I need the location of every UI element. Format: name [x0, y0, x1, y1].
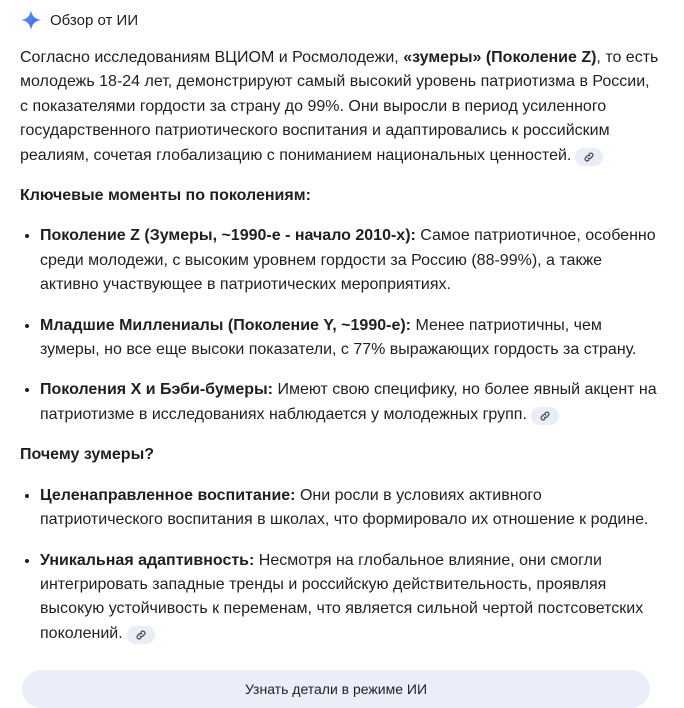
link-icon: [539, 410, 551, 422]
list-item: [40, 378, 660, 427]
section-heading-why-zoomers: Почему зумеры?: [20, 446, 155, 464]
list-item: [40, 484, 660, 533]
source-link-chip[interactable]: [127, 626, 155, 644]
list-item-title: Младшие Миллениалы (Поколение Y, ~1990-е):: [40, 316, 411, 334]
list-item: [40, 549, 660, 647]
intro-text-end: , то есть молодежь 18-24 лет, демонстрируют самый высокий уровень патриотизма в России, с показателями гордости за страну до 99%. Они выросли в период усиленного государственного патриотического воспитания и адаптировались к российским реалиям, сочетая глобализацию с пониманием национальных ценностей.: [20, 49, 659, 164]
section-heading-generations: Ключевые моменты по поколениям:: [20, 187, 311, 205]
intro-text-start: Согласно исследованиям ВЦИОМ и Росмолодежи,: [20, 49, 404, 66]
source-link-chip[interactable]: [575, 148, 603, 166]
list-item-title: Уникальная адаптивность:: [40, 551, 255, 569]
reasons-list: [20, 484, 660, 646]
generations-list: [20, 224, 660, 427]
list-item-title: Целенаправленное воспитание:: [40, 486, 296, 504]
link-icon: [583, 151, 595, 163]
list-item-text: Самое патриотичное, особенно среди молодежи, с высоким уровнем гордости за Россию (88-99%), а также активно участвующее в патриотических мероприятиях.: [40, 227, 656, 294]
ai-overview-content: [20, 46, 660, 662]
list-item-text: Несмотря на глобальное влияние, они смогли интегрировать западные тренды и российскую действительность, проявляя высокую устойчивость к переменам, что является сильной чертой постсоветских поколений.: [40, 551, 644, 642]
ai-spark-icon: [20, 9, 42, 31]
list-item: [40, 224, 660, 297]
list-item: [40, 314, 660, 363]
ai-overview-title: Обзор от ИИ: [50, 11, 139, 29]
list-item-text: Они росли в условиях активного патриотического воспитания в школах, что формировало их отношение к родине.: [40, 486, 649, 529]
link-icon: [135, 629, 147, 641]
list-item-text: Имеют свою специфику, но более явный акцент на патриотизме в исследованиях наблюдается у молодежных групп.: [40, 381, 657, 423]
list-item-title: Поколения X и Бэби-бумеры:: [40, 381, 274, 399]
ai-overview-header: [20, 8, 138, 32]
ai-mode-details-button[interactable]: Узнать детали в режиме ИИ: [22, 670, 650, 708]
list-item-text: Менее патриотичны, чем зумеры, но все еще высоки показатели, с 77% выражающих гордость за страну.: [40, 316, 637, 359]
intro-bold-term: «зумеры» (Поколение Z): [403, 49, 597, 66]
source-link-chip[interactable]: [531, 407, 559, 425]
intro-paragraph: [20, 46, 660, 168]
list-item-title: Поколение Z (Зумеры, ~1990-е - начало 2010-х):: [40, 227, 416, 245]
